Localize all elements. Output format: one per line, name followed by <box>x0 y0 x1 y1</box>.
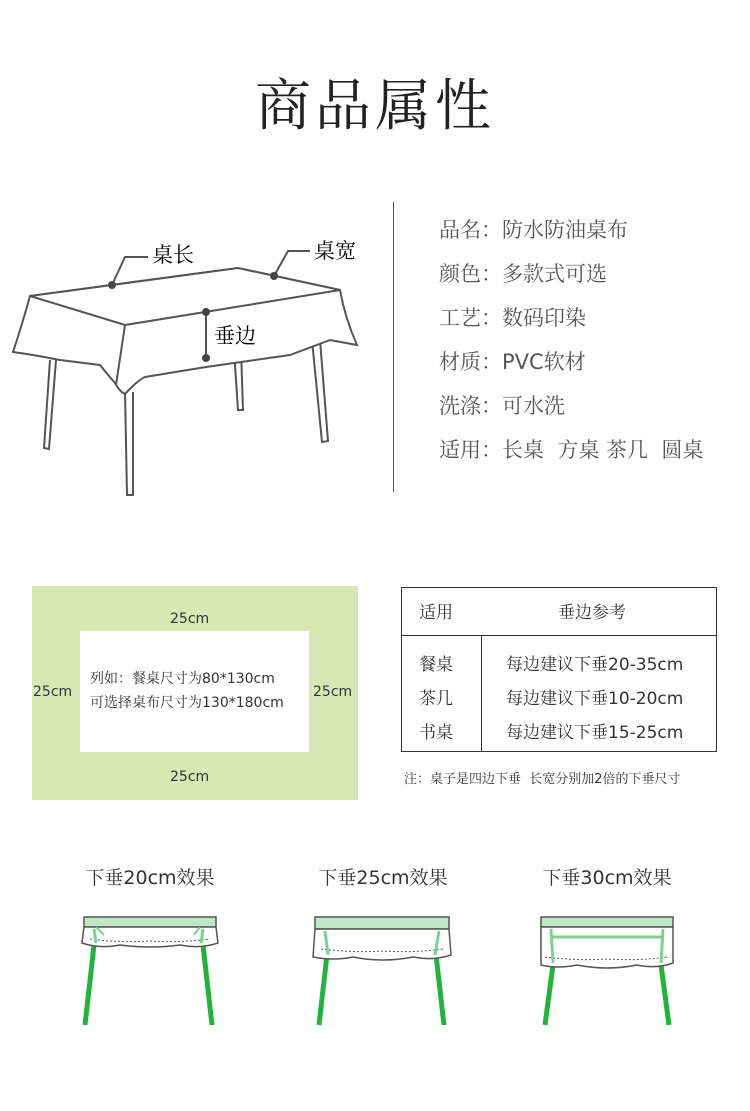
attribute-key: 工艺： <box>439 306 502 330</box>
length-marker <box>108 281 116 289</box>
attribute-key: 颜色： <box>439 262 502 286</box>
attribute-key: 洗涤： <box>439 394 502 418</box>
attribute-key: 适用： <box>439 438 502 462</box>
attribute-key: 品名： <box>439 218 502 242</box>
row-use: 餐桌 <box>419 655 453 675</box>
header-use: 适用 <box>419 603 453 623</box>
page-title: 商品属性 <box>255 74 495 139</box>
length-label: 桌长 <box>152 243 194 267</box>
effect-illustration-30 <box>527 905 697 1035</box>
table-leg <box>44 360 56 449</box>
drop-label: 垂边 <box>214 324 256 348</box>
table-header-divider <box>402 635 716 636</box>
width-leader <box>274 251 310 276</box>
drop-reference-table <box>401 587 717 752</box>
row-reference: 每边建议下垂20-35cm <box>506 655 684 675</box>
example-line-2: 可选择桌布尺寸为130*180cm <box>90 695 284 711</box>
table-leg <box>312 340 328 442</box>
table-leg <box>125 392 133 495</box>
table-column-divider <box>481 635 482 751</box>
drop-marker-top <box>202 308 210 316</box>
effect-label-30: 下垂30cm效果 <box>542 867 672 889</box>
drop-marker-bottom <box>202 354 210 362</box>
attribute-value: 防水防油桌布 <box>502 218 628 242</box>
attribute-value: PVC软材 <box>502 350 586 374</box>
header-reference: 垂边参考 <box>558 603 626 623</box>
right-margin-label: 25cm <box>313 684 353 700</box>
effect-label-25: 下垂25cm效果 <box>318 867 448 889</box>
attribute-row <box>439 258 607 288</box>
row-reference: 每边建议下垂10-20cm <box>506 689 684 709</box>
left-margin-label: 25cm <box>33 684 73 700</box>
attribute-row <box>439 214 628 244</box>
effect-illustration-25 <box>303 905 473 1035</box>
effect-label-20: 下垂20cm效果 <box>85 867 215 889</box>
attribute-value: 可水洗 <box>502 394 565 418</box>
vertical-divider <box>393 202 394 492</box>
bottom-margin-label: 25cm <box>170 769 210 785</box>
attribute-row <box>439 302 586 332</box>
example-line-1: 列如：餐桌尺寸为80*130cm <box>90 671 275 687</box>
attribute-row <box>439 390 565 420</box>
attribute-value: 多款式可选 <box>502 262 607 286</box>
attribute-value: 数码印染 <box>502 306 586 330</box>
attribute-row <box>439 346 586 376</box>
row-use: 书桌 <box>419 723 453 743</box>
row-reference: 每边建议下垂15-25cm <box>506 723 684 743</box>
row-use: 茶几 <box>419 689 453 709</box>
attribute-row <box>439 434 703 464</box>
width-label: 桌宽 <box>314 239 356 263</box>
attribute-value: 长桌 方桌 茶几 圆桌 <box>502 438 704 462</box>
effect-illustration-20 <box>70 905 240 1035</box>
table-diagram <box>0 225 380 505</box>
attribute-key: 材质： <box>439 350 502 374</box>
width-marker <box>270 272 278 280</box>
top-margin-label: 25cm <box>170 611 210 627</box>
size-note: 注：桌子是四边下垂 长宽分别加2倍的下垂尺寸 <box>404 772 681 787</box>
